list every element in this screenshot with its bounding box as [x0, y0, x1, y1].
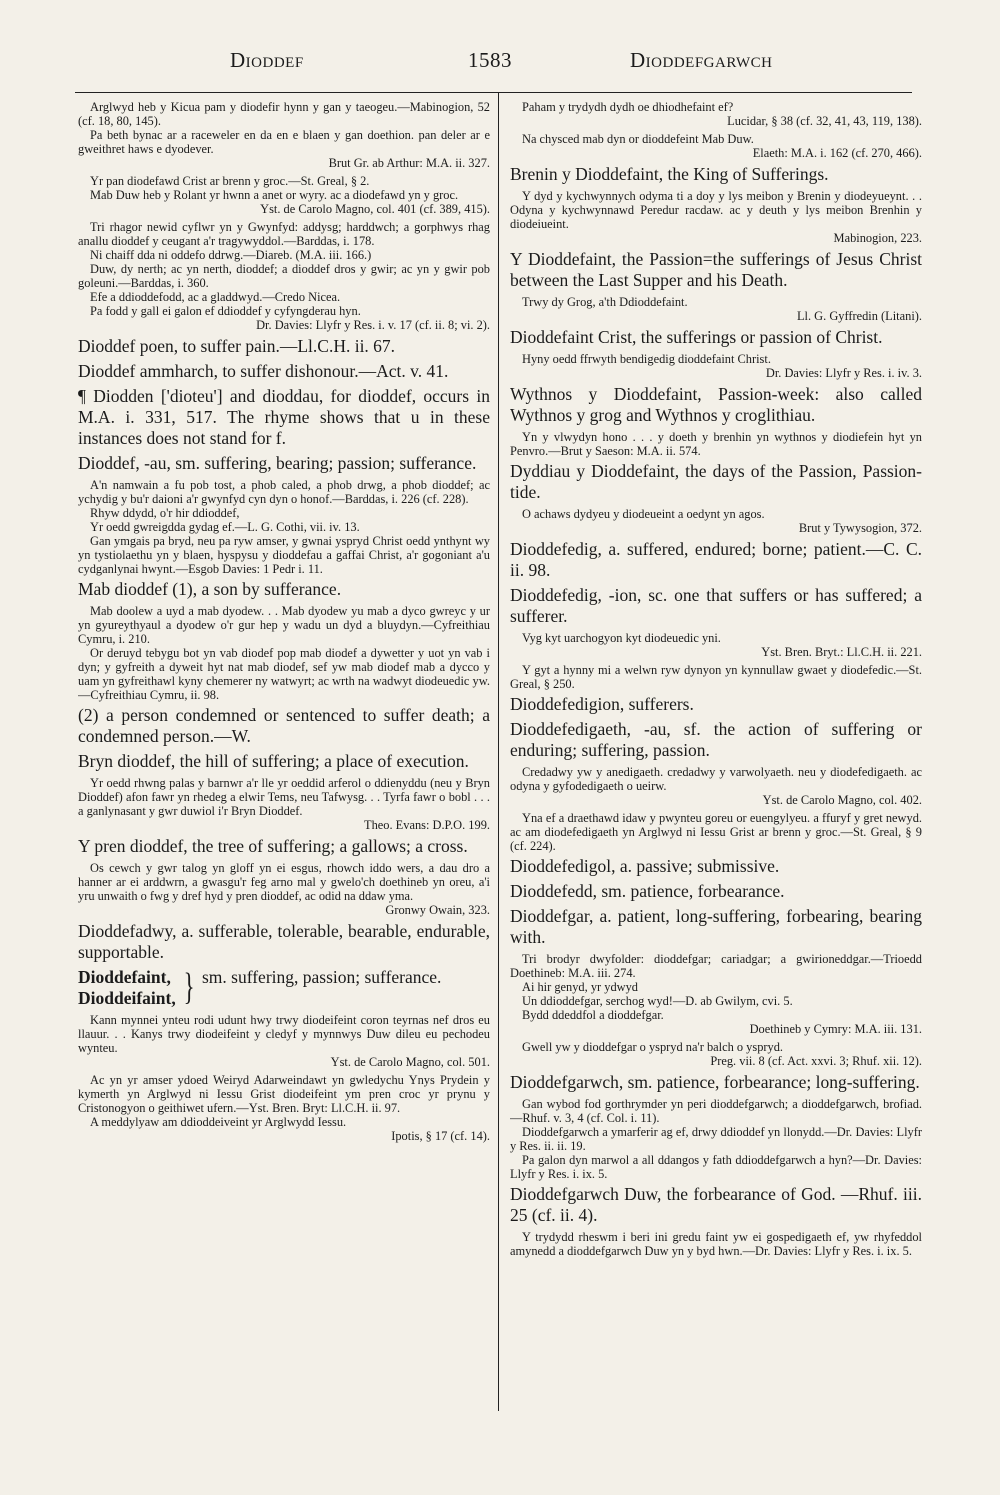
definition-entry: Dioddefedigion, sufferers. — [510, 694, 694, 714]
left-column — [78, 100, 490, 1410]
quotation: Gwell yw y dioddefgar o yspryd na'r balch o yspryd. — [522, 1040, 784, 1054]
citation: Yst. de Carolo Magno, col. 401 (cf. 389, 415). — [260, 202, 490, 216]
definition-entry: Dyddiau y Dioddefaint, the days of the Passion, Passion-tide. — [510, 461, 922, 502]
definition-entry: Dioddefgar, a. patient, long-suffering, forbearing, bearing with. — [510, 906, 922, 947]
citation: Yst. de Carolo Magno, col. 402. — [762, 793, 922, 807]
quotation: Credadwy yw y anedigaeth. credadwy y varwolyaeth. neu y diodefedigaeth. ac odyna y gyfodedigaeth o ueirw. — [510, 765, 922, 793]
quotation: Or deruyd tebygu bot yn vab diodef pop mab diodef a dywetter y uot yn vab i dyn; y gyfreith a dyweit hyt nat mab diodef, sef yw mab diodef mab a dycco y uam yn gyfreithawl kyny chemerer ny watwyrt; ac wrth na wadwyt diodeuedic yw.—Cyfreithiau Cymru, ii. 98. — [78, 646, 490, 702]
definition-entry: Dioddefedigol, a. passive; submissive. — [510, 856, 780, 876]
definition-entry: Wythnos y Dioddefaint, Passion-week: also called Wythnos y grog and Wythnos y croglithiau. — [510, 384, 922, 425]
citation: Ipotis, § 17 (cf. 14). — [391, 1129, 490, 1143]
citation: Lucidar, § 38 (cf. 32, 41, 43, 119, 138). — [727, 114, 922, 128]
quotation: Y dyd y kychwynnych odyma ti a doy y lys meibon y Brenin y diodeyueynt. . . Odyna y kychwynnawd Peredur racdaw. ac y deuth y lys meibon Brenhin y diodeiueint. — [510, 189, 922, 231]
quotation: Yr oedd gwreigdda gydag ef.—L. G. Cothi, vii. iv. 13. — [90, 520, 360, 534]
right-column — [510, 100, 922, 1410]
quotation: Mab doolew a uyd a mab dyodew. . . Mab dyodew yu mab a dyco gwreyc y ur yn gyureythyaul a dyodew o'r gur hep y wadu un dyd a bluydyn.—Cyfreithiau Cymru, i. 210. — [78, 604, 490, 646]
citation: Theo. Evans: D.P.O. 199. — [364, 818, 490, 832]
quotation: Os cewch y gwr talog yn gloff yn ei esgus, rhowch iddo wers, a dau dro a hanner ar ei arddwrn, a gwasgu'r feg arno mal y gwelo'ch doethineb yn oreu, a'i yru unwaith o fwg y dref hyd y pren dioddef, ac odid na ddaw yma. — [78, 861, 490, 903]
definition-entry: Mab dioddef (1), a son by sufferance. — [78, 579, 342, 599]
quotation: Un ddioddefgar, serchog wyd!—D. ab Gwilym, cvi. 5. — [522, 994, 793, 1008]
quotation: Ni chaiff dda ni oddefo ddrwg.—Diareb. (M.A. iii. 166.) — [90, 248, 372, 262]
citation: Dr. Davies: Llyfr y Res. i. iv. 3. — [765, 366, 922, 380]
definition-entry: Dioddef, -au, sm. suffering, bearing; passion; sufferance. — [78, 453, 477, 473]
quotation: Y gyt a hynny mi a welwn ryw dynyon yn kynnullaw gwaet y diodefedic.—St. Greal, § 250. — [510, 663, 922, 691]
running-header — [75, 48, 912, 78]
quotation: Vyg kyt uarchogyon kyt diodeuedic yni. — [522, 631, 721, 645]
definition-entry: Dioddefedig, -ion, sc. one that suffers or has suffered; a sufferer. — [510, 585, 922, 626]
header-left-word: Dioddef — [230, 48, 304, 72]
definition-entry: Dioddefadwy, a. sufferable, tolerable, bearable, endurable, supportable. — [78, 921, 490, 962]
definition-entry: Dioddef ammharch, to suffer dishonour.—Act. v. 41. — [78, 361, 449, 381]
definition-entry: Y Dioddefaint, the Passion=the sufferings of Jesus Christ between the Last Supper and his Death. — [510, 249, 922, 290]
quotation: Pa galon dyn marwol a all ddangos y fath ddioddefgarwch a hyn?—Dr. Davies: Llyfr y Res. i. ix. 5. — [510, 1153, 922, 1181]
headword: Dioddefaint, — [78, 967, 171, 987]
headword-variant: Dioddeifaint, — [78, 988, 176, 1008]
header-rule — [75, 92, 912, 93]
citation: Ll. G. Gyffredin (Litani). — [796, 309, 922, 323]
quotation: Trwy dy Grog, a'th Ddioddefaint. — [522, 295, 688, 309]
quotation: Efe a ddioddefodd, ac a gladdwyd.—Credo Nicea. — [90, 290, 341, 304]
citation: Yst. de Carolo Magno, col. 501. — [330, 1055, 490, 1069]
page-number: 1583 — [468, 48, 512, 72]
quotation: O achaws dydyeu y diodeueint a oedynt yn agos. — [522, 507, 765, 521]
citation: Elaeth: M.A. i. 162 (cf. 270, 466). — [752, 146, 922, 160]
definition-entry: Dioddefedig, a. suffered, endured; borne; patient.—C. C. ii. 98. — [510, 539, 922, 580]
quotation: Na chysced mab dyn or dioddefeint Mab Duw. — [522, 132, 754, 146]
quotation: Yna ef a draethawd idaw y pwynteu goreu or euengylyeu. a ffuryf y gret newyd. ac am diodefedigaeth yn Arglwyd ni Iessu Grist ar brenn y groc.—St. Greal, § 9 (cf. 224). — [510, 811, 922, 853]
quotation: Gan ymgais pa bryd, neu pa ryw amser, y gwnai yspryd Christ oedd ynthynt wy yn tystiolaethu yn y blaen, hyspysu y dioddefau a gaffai Christ, a'r gogoniant a'u cydganlynai hwynt.—Esgob Davies: 1 Pedr i. 11. — [78, 534, 490, 576]
citation: Doethineb y Cymry: M.A. iii. 131. — [749, 1022, 922, 1036]
definition: sm. suffering, passion; sufferance. — [201, 967, 442, 987]
quotation: A'n namwain a fu pob tost, a phob caled, a phob drwg, a phob dioddef; ac ychydig y bu'r daioni a'r gwynfyd cyn dyn o honof.—Barddas, i. 226 (cf. 228). — [78, 478, 490, 506]
definition-entry: Dioddefaint Crist, the sufferings or passion of Christ. — [510, 327, 883, 347]
quotation: Kann mynnei ynteu rodi udunt hwy trwy diodeifeint coron teyrnas nef dros eu llauur. . . Kanys trwy diodeifeint y cledyf y mynnwys Duw dileu eu pechodeu wynteu. — [78, 1013, 490, 1055]
citation: Mabinogion, 223. — [833, 231, 922, 245]
definition-entry: Dioddefedd, sm. patience, forbearance. — [510, 881, 785, 901]
quotation: Mab Duw heb y Rolant yr hwnn a anet or wyry. ac a diodefawd yn y groc. — [90, 188, 459, 202]
quotation: A meddylyaw am ddioddeiveint yr Arglwydd Iessu. — [90, 1115, 347, 1129]
definition-entry: Dioddef poen, to suffer pain.—Ll.C.H. ii. 67. — [78, 336, 396, 356]
quotation: Ai hir genyd, yr ydwyd — [522, 980, 638, 994]
quotation: Yr oedd rhwng palas y barnwr a'r lle yr oeddid arferol o ddienyddu (neu y Bryn Dioddef) afon fawr yn rhedeg a elwir Tems, neu Tafwysg. . . Tyrfa fawr o bobl . . . a ganlynasant y gwr duwiol i'r Bryn Dioddef. — [78, 776, 490, 818]
headword-pair — [78, 967, 490, 1009]
citation: Gronwy Owain, 323. — [385, 903, 490, 917]
quotation: Duw, dy nerth; ac yn nerth, dioddef; a dioddef dros y gwir; ac yn y gwir pob goleuni.—Barddas, i. 360. — [78, 262, 490, 290]
quotation: Tri rhagor newid cyflwr yn y Gwynfyd: addysg; harddwch; a gorphwys rhag anallu dioddef y ceugant a'r tragywyddol.—Barddas, i. 178. — [78, 220, 490, 248]
quotation: Rhyw ddydd, o'r hir ddioddef, — [90, 506, 240, 520]
header-right-word: Dioddefgarwch — [630, 48, 773, 72]
brace-glyph: } — [183, 966, 195, 1008]
citation: Brut Gr. ab Arthur: M.A. ii. 327. — [328, 156, 490, 170]
definition-entry: Y pren dioddef, the tree of suffering; a gallows; a cross. — [78, 836, 468, 856]
definition-entry: (2) a person condemned or sentenced to suffer death; a condemned person.—W. — [78, 705, 490, 746]
citation: Yst. Bren. Bryt.: Ll.C.H. ii. 221. — [761, 645, 922, 659]
definition-entry: Dioddefgarwch, sm. patience, forbearance; long-suffering. — [510, 1072, 920, 1092]
definition-entry: ¶ Diodden ['dioteu'] and dioddau, for dioddef, occurs in M.A. i. 331, 517. The rhyme shows that u in these instances does not stand for f. — [78, 386, 490, 448]
definition-entry: Bryn dioddef, the hill of suffering; a place of execution. — [78, 751, 469, 771]
quotation: Y trydydd rheswm i beri ini gredu faint yw ei gospedigaeth ef, yw rhyfeddol amynedd a dioddefgarwch Duw yn y byd hwn.—Dr. Davies: Llyfr y Res. i. ix. 5. — [510, 1230, 922, 1258]
definition-entry: Dioddefgarwch Duw, the forbearance of God. —Rhuf. iii. 25 (cf. ii. 4). — [510, 1184, 922, 1225]
quotation: Dioddefgarwch a ymarferir ag ef, drwy ddioddef yn llonydd.—Dr. Davies: Llyfr y Res. ii. ii. 19. — [510, 1125, 922, 1153]
definition-entry: Dioddefedigaeth, -au, sf. the action of suffering or enduring; suffering, passion. — [510, 719, 922, 760]
citation: Brut y Tywysogion, 372. — [798, 521, 922, 535]
quotation: Yn y vlwydyn hono . . . y doeth y brenhin yn wythnos y diodiefein hyt yn Penvro.—Brut y Saeson: M.A. ii. 574. — [510, 430, 922, 458]
quotation: Yr pan diodefawd Crist ar brenn y groc.—St. Greal, § 2. — [90, 174, 370, 188]
definition-entry: Brenin y Dioddefaint, the King of Sufferings. — [510, 164, 829, 184]
quotation: Arglwyd heb y Kicua pam y diodefir hynn y gan y taeogeu.—Mabinogion, 52 (cf. 18, 80, 145). — [78, 100, 490, 128]
quotation: Pa beth bynac ar a raceweler en da en e blaen y gan doethion. pan deler ar e gweithret haws e dyodever. — [78, 128, 490, 156]
quotation: Paham y trydydh dydh oe dhiodhefaint ef? — [522, 100, 734, 114]
quotation: Bydd ddeddfol a dioddefgar. — [522, 1008, 664, 1022]
quotation: Ac yn yr amser ydoed Weiryd Adarweindawt yn gwledychu Ynys Prydein y kymerth yn Arglwyd ni Iessu Grist diodeifeint ym pren croc yr prynu y Cristonogyon o geithiwet ufern.—Yst. Bren. Bryt: Ll.C.H. ii. 97. — [78, 1073, 490, 1115]
quotation: Gan wybod fod gorthrymder yn peri dioddefgarwch; a dioddefgarwch, brofiad.—Rhuf. v. 3, 4 (cf. Col. i. 11). — [510, 1097, 922, 1125]
quotation: Hyny oedd ffrwyth bendigedig dioddefaint Christ. — [522, 352, 771, 366]
citation: Dr. Davies: Llyfr y Res. i. v. 17 (cf. ii. 8; vi. 2). — [256, 318, 490, 332]
column-divider — [498, 93, 499, 1411]
quotation: Tri brodyr dwyfolder: dioddefgar; cariadgar; a gwirioneddgar.—Trioedd Doethineb: M.A. iii. 274. — [510, 952, 922, 980]
citation: Preg. vii. 8 (cf. Act. xxvi. 3; Rhuf. xii. 12). — [710, 1054, 922, 1068]
quotation: Pa fodd y gall ei galon ef ddioddef y cyfyngderau hyn. — [90, 304, 361, 318]
